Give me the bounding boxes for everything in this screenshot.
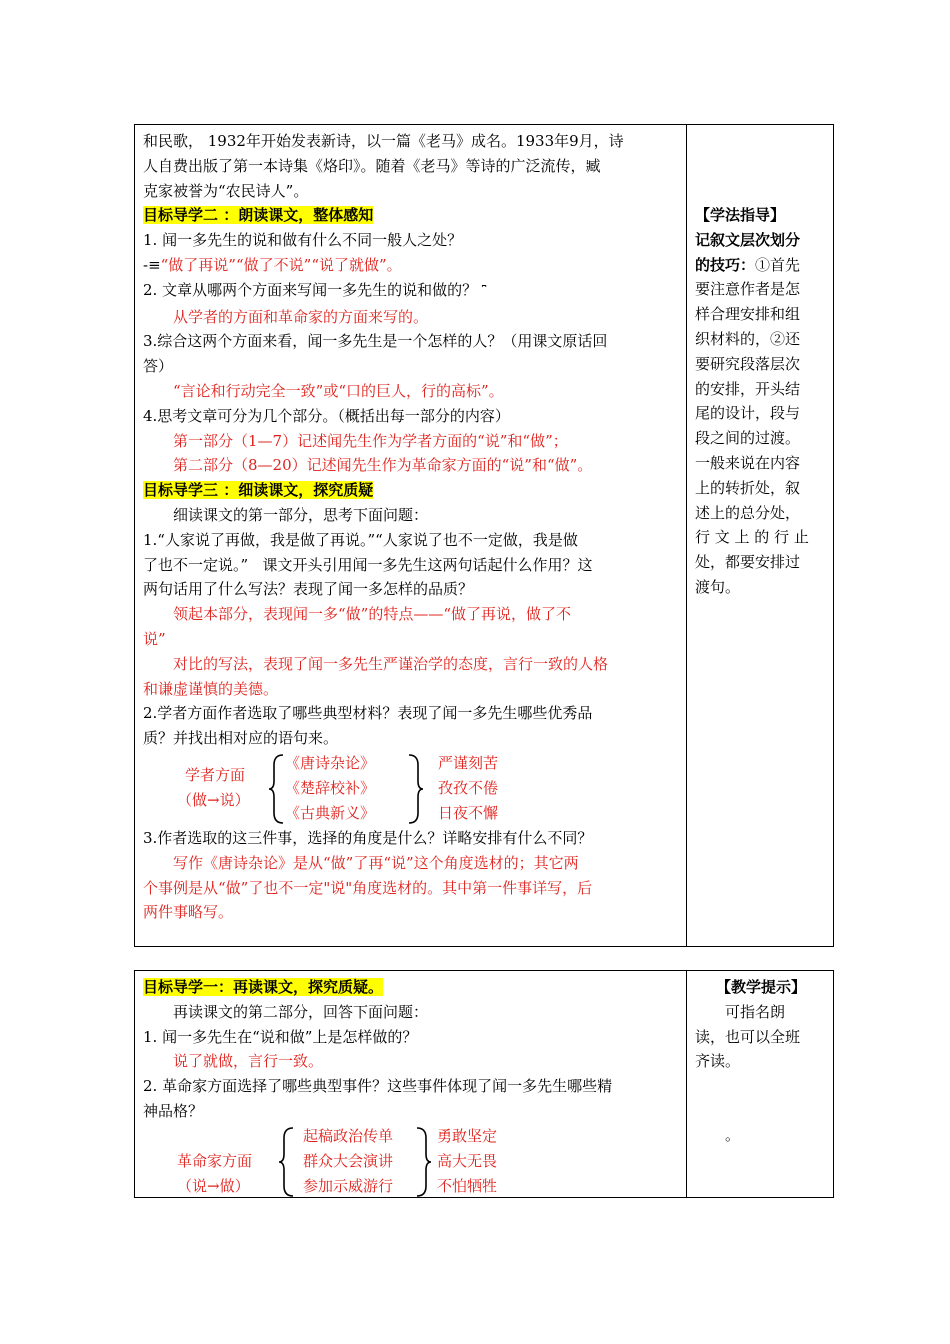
event-item: 群众大会演讲 [303,1151,394,1170]
question: 3.作者选取的这三件事，选择的角度是什么？详略安排有什么不同？ [143,828,593,847]
question: 2. 革命家方面选择了哪些典型事件？这些事件体现了闻一多先生哪些精 [143,1077,613,1096]
question: 神品格？ [143,1101,204,1120]
revolutionary-diagram [143,1124,678,1199]
side-line: 行 文 上 的 行 止 [695,528,809,547]
instruction: 细读课文的第一部分，思考下面问题： [173,505,429,524]
intro-line: 克家被誉为“农民诗人”。 [143,181,309,200]
question: 1. 闻一多先生的说和做有什么不同一般人之处？ [143,231,463,250]
bracket-mark: ⎴ [481,284,487,298]
answer: 个事例是从“做”了也不一定"说"角度选材的。其中第一件事详写，后 [143,878,593,897]
intro-line: 和民歌， 1932年开始发表新诗，以一篇《老马》成名。1933年9月，诗 [143,132,624,150]
right-brace-icon [405,753,425,825]
left-brace-icon [267,753,287,825]
right-brace-icon [413,1126,433,1198]
side-line: 样合理安排和组 [695,305,801,324]
trait-item: 孜孜不倦 [438,778,499,797]
side-line: 的安排，开头结 [695,379,801,398]
trait-item: 高大无畏 [437,1151,498,1170]
answer: 领起本部分，表现闻一多“做”的特点——“做了再说，做了不 [173,605,572,624]
question: 2.学者方面作者选取了哪些典型材料？表现了闻一多先生哪些优秀品 [143,704,593,723]
question: 1.“人家说了再做，我是做了再说。”“人家说了也不一定做，我是做 [143,530,578,549]
work-item: 《唐诗杂论》 [285,753,376,772]
trait-item: 勇敢坚定 [437,1126,498,1145]
question: 3.综合这两个方面来看，闻一多先生是一个怎样的人？（用课文原话回 [143,332,608,351]
side-line: 处，都要安排过 [695,553,801,572]
section-heading-2: 目标导学二 ：朗读课文，整体感知 [143,206,374,225]
answer: 第二部分（8—20）记述闻先生作为革命家方面的“说”和“做”。 [173,456,593,475]
trait-item: 日夜不懈 [438,803,499,822]
answer: 第一部分（1—7）记述闻先生作为学者方面的“说”和“做”； [173,431,568,450]
work-item: 《楚辞校补》 [285,778,376,797]
diagram-sublabel: （做→说） [177,790,250,809]
column-divider [686,125,687,946]
diagram-sublabel: （说→做） [177,1176,250,1195]
intro-line: 人自费出版了第一本诗集《烙印》。随着《老马》等诗的广泛流传，臧 [143,156,601,175]
side-line: 述上的总分处， [695,503,801,522]
side-line: 的技巧：①首先 [695,255,801,274]
answer: “言论和行动完全一致”或“口的巨人，行的高标”。 [173,381,504,400]
answer: “做了再说”“做了不说”“说了就做”。 [160,255,402,274]
answer: 写作《唐诗杂论》是从“做”了再“说”这个角度选材的；其它两 [173,853,579,872]
side-line: 段之间的过渡。 [695,429,801,448]
column-divider [686,971,687,1197]
event-item: 起稿政治传单 [303,1126,394,1145]
main-column [143,129,678,925]
side-heading: 【教学提示】 [715,978,806,996]
diagram-label: 学者方面 [185,765,246,784]
side-mark: 。 [725,1126,741,1145]
side-title: 记叙文层次划分 [695,230,801,249]
scholar-diagram [143,751,678,826]
side-heading: 【学法指导】 [695,206,786,224]
side-line: 读，也可以全班 [695,1027,801,1046]
question: 答） [143,357,174,376]
answer: 对比的写法，表现了闻一多先生严谨治学的态度，言行一致的人格 [173,654,609,673]
answer: 说” [143,629,166,648]
question: 质？并找出相对应的语句来。 [143,729,339,748]
side-line: 一般来说在内容 [695,453,801,472]
lesson-table-1 [134,124,834,947]
diagram-label: 革命家方面 [177,1151,253,1170]
side-column [695,203,827,600]
answer: 和谦虚谨慎的美德。 [143,679,279,698]
mark-prefix: -≡ [143,255,161,274]
question: 两句话用了什么写法？表现了闻一多怎样的品质？ [143,580,474,599]
side-line: 要研究段落层次 [695,354,801,373]
side-line: 织材料的，②还 [695,329,801,348]
question: 1. 闻一多先生在“说和做”上是怎样做的？ [143,1027,418,1046]
question: 2. 文章从哪两个方面来写闻一多先生的说和做的？ ⎴ [143,280,487,299]
answer: 从学者的方面和革命家的方面来写的。 [173,307,429,326]
question: 4.思考文章可分为几个部分。（概括出每一部分的内容） [143,406,510,425]
side-line: 要注意作者是怎 [695,280,801,299]
left-brace-icon [277,1126,297,1198]
trait-item: 不怕牺牲 [437,1176,498,1195]
answer: 两件事略写。 [143,903,234,922]
trait-item: 严谨刻苦 [438,753,499,772]
lesson-table-2 [134,970,834,1198]
side-line: 渡句。 [695,577,741,596]
section-heading-3: 目标导学三 ：细读课文，探究质疑 [143,481,374,500]
instruction: 再读课文的第二部分，回答下面问题： [173,1002,429,1021]
main-column [143,975,678,1199]
section-heading-1: 目标导学一：再读课文，探究质疑。 [143,978,384,996]
question: 了也不一定说。” 课文开头引用闻一多先生这两句话起什么作用？这 [143,555,593,574]
event-item: 参加示威游行 [303,1176,394,1195]
work-item: 《古典新义》 [285,803,376,822]
side-line: 上的转折处，叙 [695,478,801,497]
side-line: 可指名朗 [725,1002,786,1021]
answer: 说了就做，言行一致。 [173,1052,324,1071]
side-column [695,975,827,1148]
side-line: 齐读。 [695,1052,741,1071]
side-line: 尾的设计，段与 [695,404,801,423]
